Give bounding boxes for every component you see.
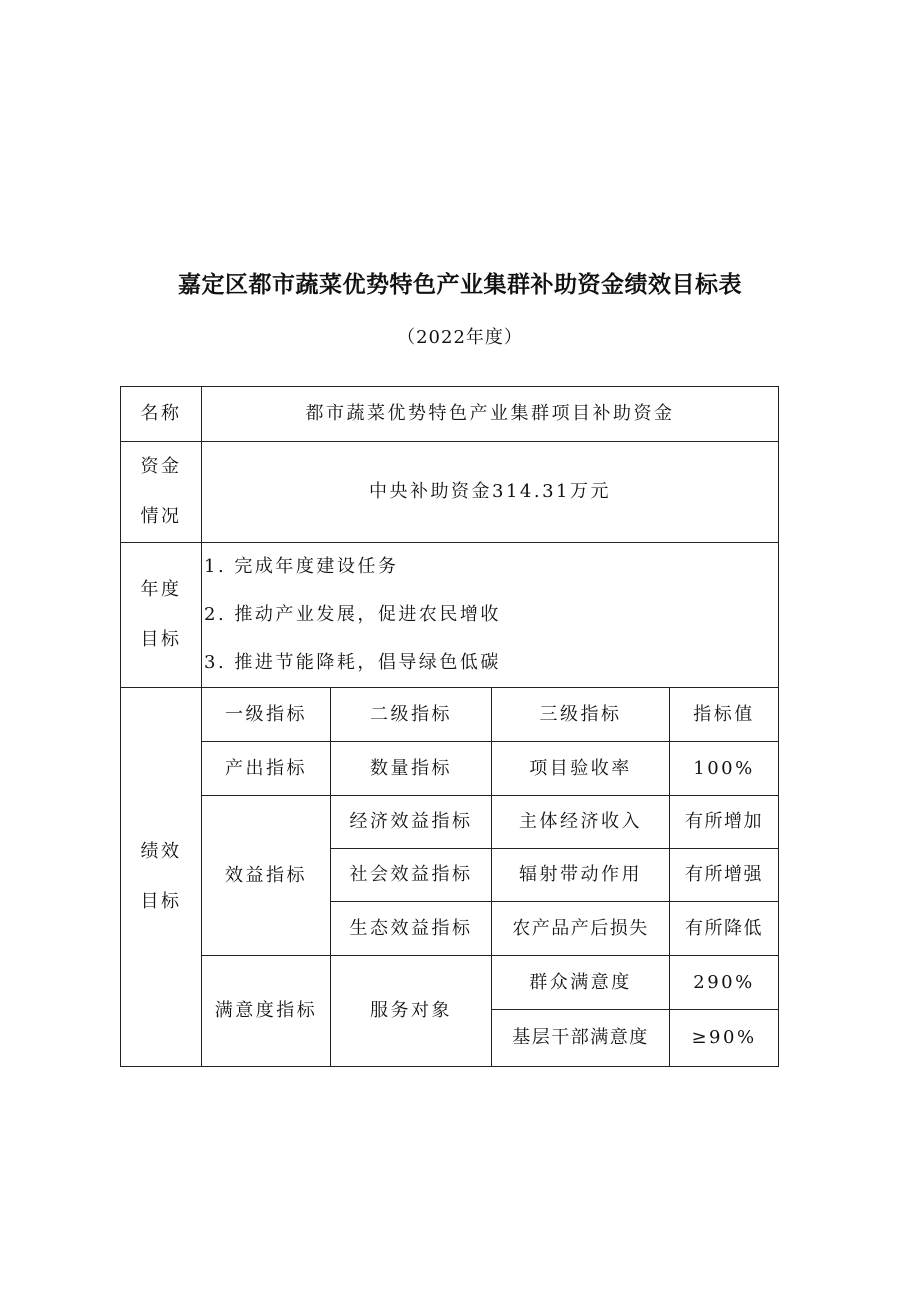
performance-label-line2: 目标 — [140, 891, 182, 912]
output-indicator-row — [121, 742, 779, 796]
header-level2: 二级指标 — [331, 688, 492, 742]
satisfaction-level3: 群众满意度 — [492, 956, 670, 1010]
satisfaction-level3: 基层干部满意度 — [492, 1010, 670, 1067]
benefit-level2: 社会效益指标 — [331, 849, 492, 902]
annual-goal-item: 1. 完成年度建设任务 — [204, 556, 399, 577]
benefit-value: 有所增加 — [670, 796, 779, 849]
satisfaction-value: ≥90% — [670, 1010, 779, 1067]
output-value: 100% — [670, 742, 779, 796]
benefit-row-economic — [121, 796, 779, 849]
benefit-level3: 农产品产后损失 — [492, 902, 670, 956]
benefit-level1: 效益指标 — [202, 796, 331, 956]
header-value: 指标值 — [670, 688, 779, 742]
satisfaction-value: 290% — [670, 956, 779, 1010]
benefit-value: 有所降低 — [670, 902, 779, 956]
name-row — [121, 387, 779, 442]
document-subtitle: （2022年度） — [397, 327, 523, 348]
performance-label — [121, 688, 202, 1067]
document-title: 嘉定区都市蔬菜优势特色产业集群补助资金绩效目标表 — [178, 272, 742, 298]
funds-label — [121, 442, 202, 543]
output-level2: 数量指标 — [331, 742, 492, 796]
header-level3: 三级指标 — [492, 688, 670, 742]
annual-goals-label — [121, 543, 202, 688]
benefit-level2: 生态效益指标 — [331, 902, 492, 956]
funds-label-line1: 资金 — [140, 456, 182, 477]
funds-row — [121, 442, 779, 543]
satisfaction-level2: 服务对象 — [331, 956, 492, 1067]
annual-goal-item: 3. 推进节能降耗，倡导绿色低碳 — [204, 652, 501, 673]
annual-goals-list — [202, 543, 779, 688]
benefit-value: 有所增强 — [670, 849, 779, 902]
header-level1: 一级指标 — [202, 688, 331, 742]
performance-label-line1: 绩效 — [140, 841, 182, 862]
benefit-level3: 主体经济收入 — [492, 796, 670, 849]
funds-value: 中央补助资金314.31万元 — [202, 442, 779, 543]
name-label: 名称 — [121, 387, 202, 442]
annual-goals-label-line1: 年度 — [140, 579, 182, 600]
benefit-level2: 经济效益指标 — [331, 796, 492, 849]
name-value: 都市蔬菜优势特色产业集群项目补助资金 — [202, 387, 779, 442]
performance-target-table — [120, 386, 779, 1067]
funds-label-line2: 情况 — [140, 506, 182, 527]
indicator-header-row — [121, 688, 779, 742]
annual-goals-row — [121, 543, 779, 688]
output-level1: 产出指标 — [202, 742, 331, 796]
annual-goals-label-line2: 目标 — [140, 629, 182, 650]
benefit-level3: 辐射带动作用 — [492, 849, 670, 902]
satisfaction-level1: 满意度指标 — [202, 956, 331, 1067]
satisfaction-row-public — [121, 956, 779, 1010]
annual-goal-item: 2. 推动产业发展，促进农民增收 — [204, 604, 501, 625]
output-level3: 项目验收率 — [492, 742, 670, 796]
